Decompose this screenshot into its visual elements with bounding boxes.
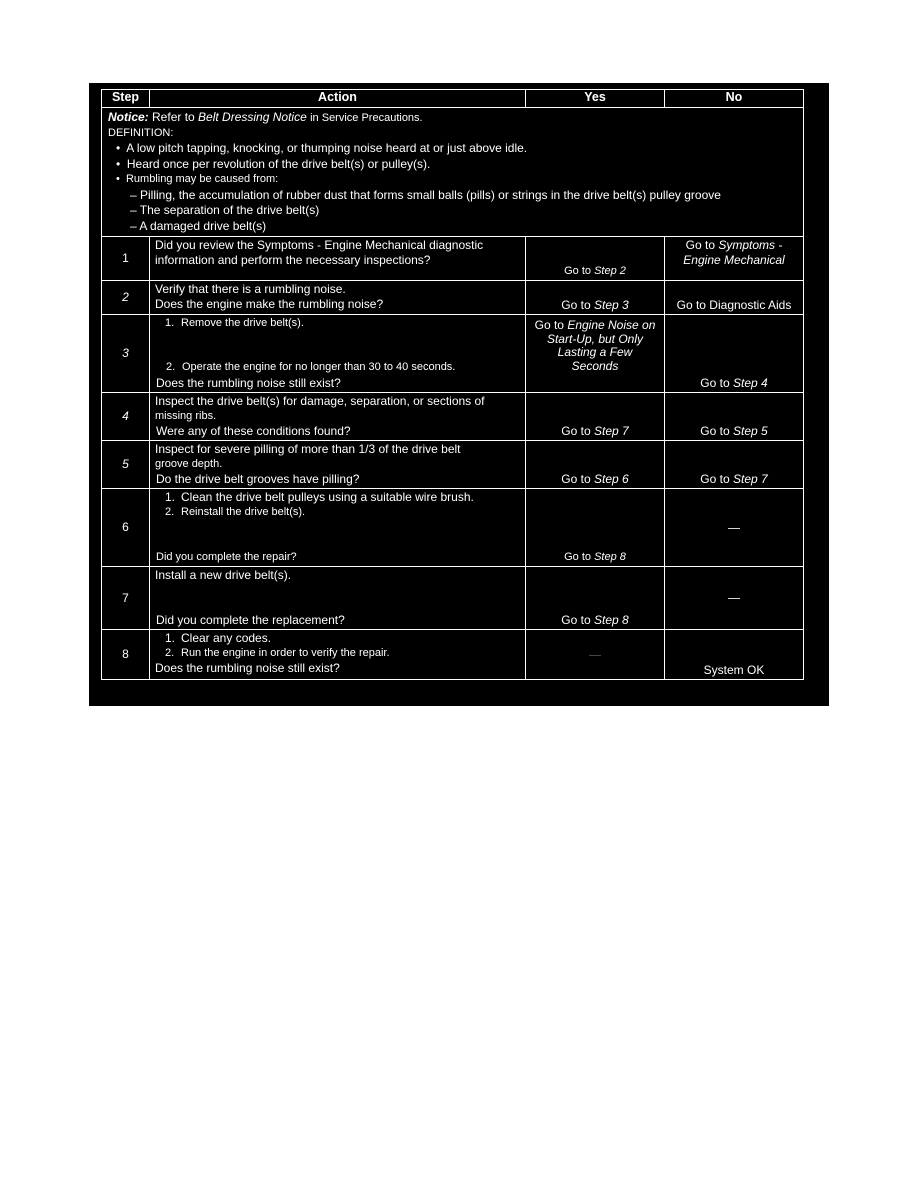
step-no: Go to Step 7 xyxy=(665,441,804,489)
step-row xyxy=(102,315,804,393)
step-row xyxy=(102,281,804,315)
step-action: 1. Remove the drive belt(s). 2. Operate the engine for no longer than 30 to 40 seconds. Does the rumbling noise still exist? xyxy=(150,315,526,393)
step-no: Go to Step 4 xyxy=(665,315,804,393)
step-yes: Go to Engine Noise on Start-Up, but Only Lasting a Few Seconds xyxy=(526,315,665,393)
sub-bullet-1: – Pilling, the accumulation of rubber dust that forms small balls (pills) or strings in the drive belt(s) pulley groove xyxy=(130,187,721,202)
step-yes: Go to Step 6 xyxy=(526,441,665,489)
step-action: 1. Clear any codes. 2. Run the engine in order to verify the repair. Does the rumbling noise still exist? xyxy=(150,630,526,680)
step-no: System OK xyxy=(665,630,804,680)
step-row xyxy=(102,567,804,630)
step-no: — xyxy=(665,489,804,567)
step-number: 7 xyxy=(102,567,150,630)
header-no: No xyxy=(665,90,804,108)
definition-label: DEFINITION: xyxy=(108,126,174,139)
step-no: Go to Step 5 xyxy=(665,393,804,441)
step-number: 4 xyxy=(102,393,150,441)
step-action: 1. Clean the drive belt pulleys using a suitable wire brush. 2. Reinstall the drive belt(s). Did you complete the repair? xyxy=(150,489,526,567)
header-row xyxy=(102,90,804,108)
step-no: Go to Diagnostic Aids xyxy=(665,281,804,315)
header-action: Action xyxy=(150,90,526,108)
header-yes: Yes xyxy=(526,90,665,108)
document-frame xyxy=(89,83,829,706)
step-action: Install a new drive belt(s). Did you complete the replacement? xyxy=(150,567,526,630)
notice-cell xyxy=(102,108,804,237)
step-row xyxy=(102,393,804,441)
step-row xyxy=(102,441,804,489)
step-row xyxy=(102,489,804,567)
bullet-2: • Heard once per revolution of the drive belt(s) or pulley(s). xyxy=(116,156,431,171)
notice-link: Belt Dressing Notice xyxy=(198,110,307,124)
header-step: Step xyxy=(102,90,150,108)
step-no: Go to Symptoms - Engine Mechanical xyxy=(665,237,804,281)
step-yes: Go to Step 3 xyxy=(526,281,665,315)
step-action: Verify that there is a rumbling noise. Does the engine make the rumbling noise? xyxy=(150,281,526,315)
notice-text-before: Refer to xyxy=(152,110,195,124)
step-number: 3 xyxy=(102,315,150,393)
bullet-3: • Rumbling may be caused from: xyxy=(116,173,279,185)
step-yes: Go to Step 7 xyxy=(526,393,665,441)
sub-bullet-3: – A damaged drive belt(s) xyxy=(130,218,267,233)
step-number: 1 xyxy=(102,237,150,281)
step-row xyxy=(102,237,804,281)
notice-label: Notice: xyxy=(108,110,149,124)
step-number: 5 xyxy=(102,441,150,489)
step-yes: — xyxy=(526,630,665,680)
diagnostic-table xyxy=(101,89,804,680)
step-yes: Go to Step 8 xyxy=(526,489,665,567)
step-action: Inspect for severe pilling of more than 1/3 of the drive belt groove depth. Do the drive belt grooves have pilling? xyxy=(150,441,526,489)
step-row xyxy=(102,630,804,680)
step-number: 6 xyxy=(102,489,150,567)
bullet-1: • A low pitch tapping, knocking, or thumping noise heard at or just above idle. xyxy=(116,141,528,155)
step-no: — xyxy=(665,567,804,630)
sub-bullet-2: – The separation of the drive belt(s) xyxy=(130,203,320,217)
step-action: Inspect the drive belt(s) for damage, separation, or sections of missing ribs. Were any of these conditions found? xyxy=(150,393,526,441)
step-number: 2 xyxy=(102,281,150,315)
notice-row xyxy=(102,108,804,237)
step-action: Did you review the Symptoms - Engine Mechanical diagnostic information and perform the necessary inspections? xyxy=(150,237,526,281)
notice-line xyxy=(108,110,797,126)
step-number: 8 xyxy=(102,630,150,680)
notice-text-after: in Service Precautions. xyxy=(310,112,423,124)
step-yes: Go to Step 2 xyxy=(526,237,665,281)
step-yes: Go to Step 8 xyxy=(526,567,665,630)
